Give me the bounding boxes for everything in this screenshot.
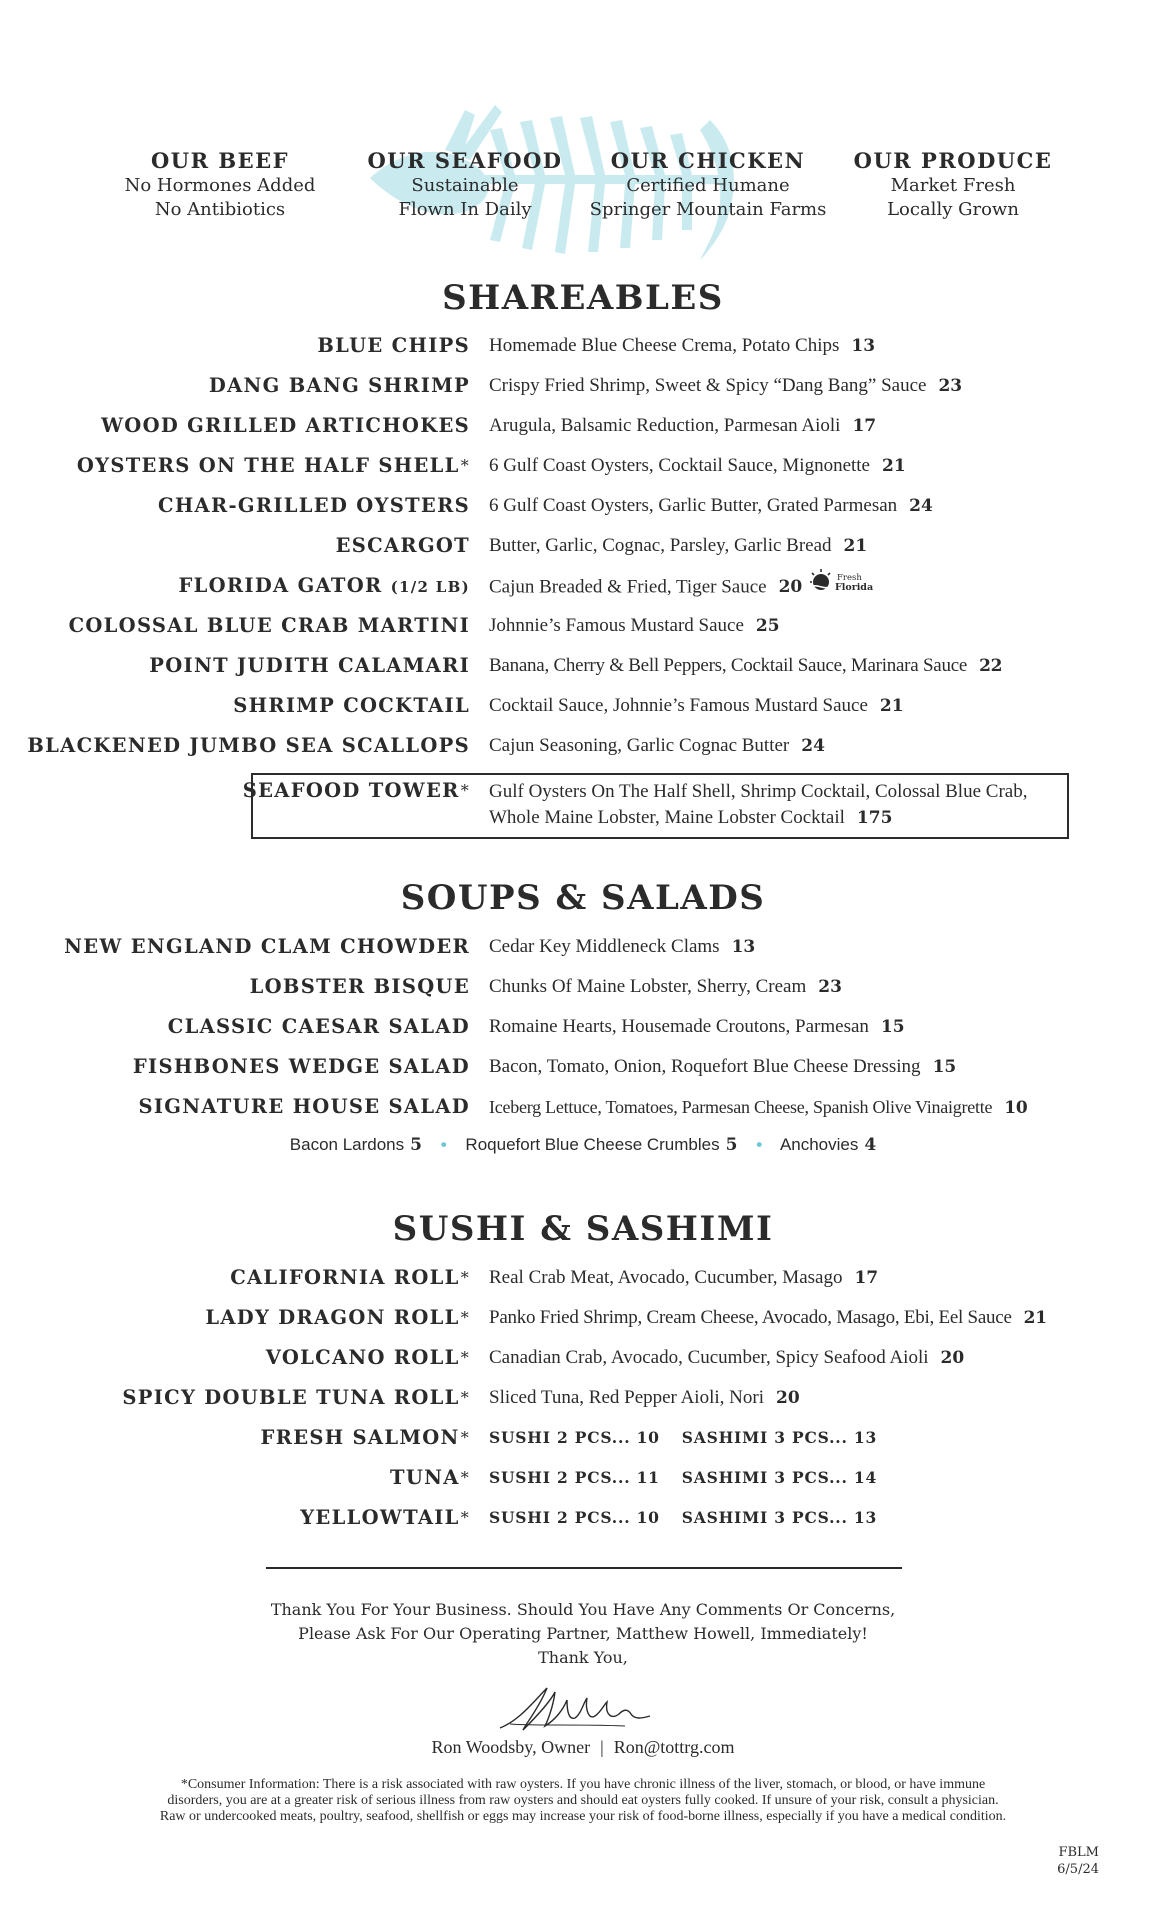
consumer-information [90,1777,1076,1825]
item-price: 21 [1023,1308,1047,1328]
pillar-line: No Antibiotics [154,199,286,220]
item-name: NEW ENGLAND CLAM CHOWDER [64,935,470,958]
item-desc: Iceberg Lettuce, Tomatoes, Parmesan Cheese, Spanish Olive Vinaigrette 10 [489,1097,1028,1118]
menu-item [0,649,1166,683]
raw-asterisk: * [460,1348,470,1367]
addon-separator: • [440,1135,447,1154]
item-price: 24 [801,736,825,756]
section-title-sushi-sashimi: SUSHI & SASHIMI [392,1209,774,1249]
pillar-beef [95,148,345,222]
owner-separator: | [600,1737,604,1757]
consumer-line: Raw or undercooked meats, poultry, seafood, shellfish or eggs may increase your risk of food-borne illness, especially if you have a medical condition. [159,1809,1007,1824]
item-name: OYSTERS ON THE HALF SHELL* [76,454,470,477]
pillar-line: Springer Mountain Farms [589,199,827,220]
menu-code-id: FBLM [1058,1845,1099,1860]
pillar-line: No Hormones Added [124,175,316,196]
pillar-line: Sustainable [411,175,519,196]
item-desc: Cajun Seasoning, Garlic Cognac Butter 24 [489,735,825,756]
item-name-seafood-tower: SEAFOOD TOWER* [242,779,470,802]
item-price: 25 [755,616,780,636]
menu-item [0,729,1166,763]
item-price: 10 [1004,1098,1028,1118]
item-qty: (1/2 LB) [390,578,470,596]
owner-signature [495,1680,655,1740]
sushi-option: SUSHI 2 PCS... 11 [489,1468,660,1487]
raw-asterisk: * [460,456,470,475]
menu-item [0,609,1166,643]
consumer-line: disorders, you are at a greater risk of serious illness from raw oysters and should eat oysters fully cooked. If unsure of your risk, consult a physician. [167,1793,999,1808]
item-name: LOBSTER BISQUE [249,975,470,998]
item-price: 15 [880,1017,905,1037]
raw-asterisk: * [460,1428,470,1447]
item-name: LADY DRAGON ROLL* [205,1306,470,1329]
item-desc: Cajun Breaded & Fried, Tiger Sauce 20 Fresh Florida. [489,569,874,607]
sushi-option: SUSHI 2 PCS... 10 [489,1508,660,1527]
item-price: 20 [778,577,803,598]
item-name: SIGNATURE HOUSE SALAD [138,1095,470,1118]
item-name: TUNA* [390,1466,470,1489]
item-desc: Johnnie’s Famous Mustard Sauce 25 [489,615,780,636]
menu-item [0,1381,1166,1415]
item-price: 17 [852,416,877,436]
pillar-chicken [583,148,833,222]
menu-item [0,329,1166,363]
item-desc: Chunks Of Maine Lobster, Sherry, Cream 23 [489,976,842,997]
addon: Bacon Lardons 5 [289,1135,422,1155]
item-price: 17 [854,1268,879,1288]
item-name: FRESH SALMON* [260,1426,470,1449]
pillar-line: Flown In Daily [398,199,532,220]
item-name: ESCARGOT [335,534,470,557]
item-desc [489,1421,899,1455]
raw-asterisk: * [460,1508,470,1527]
item-desc: Cocktail Sauce, Johnnie’s Famous Mustard Sauce 21 [489,695,904,716]
addon: Roquefort Blue Cheese Crumbles 5 [465,1135,738,1155]
menu-item [0,1010,1166,1044]
thanks-line: Thank You For Your Business. Should You Have Any Comments Or Concerns, [270,1600,896,1619]
quality-pillars [0,148,1166,228]
salad-addons [0,1130,1166,1160]
sashimi-option: SASHIMI 3 PCS... 13 [681,1428,878,1447]
item-price: 13 [731,937,756,957]
raw-asterisk: * [460,1308,470,1327]
owner-name: Ron Woodsby, Owner [431,1737,591,1757]
item-desc: Arugula, Balsamic Reduction, Parmesan Aioli 17 [489,415,877,436]
item-desc: Romaine Hearts, Housemade Croutons, Parmesan 15 [489,1016,905,1037]
menu-item [0,1090,1166,1124]
item-name: CLASSIC CAESAR SALAD [167,1015,470,1038]
raw-asterisk: * [460,781,470,800]
menu-item [0,449,1166,483]
item-name: COLOSSAL BLUE CRAB MARTINI [68,614,470,637]
pillar-title: OUR CHICKEN [610,148,806,173]
item-desc: Panko Fried Shrimp, Cream Cheese, Avocado, Masago, Ebi, Eel Sauce 21 [489,1307,1047,1328]
item-name: SPICY DOUBLE TUNA ROLL* [122,1386,470,1409]
item-price: 24 [909,496,933,516]
item-desc: Butter, Garlic, Cognac, Parsley, Garlic Bread 21 [489,535,868,556]
item-price: 23 [938,376,963,396]
thanks-line: Please Ask For Our Operating Partner, Matthew Howell, Immediately! [298,1624,868,1643]
item-price: 21 [843,536,868,556]
menu-item [0,409,1166,443]
owner-contact [0,1734,1166,1760]
menu-item [0,529,1166,563]
pillar-line: Locally Grown [887,199,1019,220]
item-name: DANG BANG SHRIMP [208,374,470,397]
item-desc-seafood-tower [489,779,1059,831]
fresh-logo-text: Fresh [837,573,863,583]
item-desc: Real Crab Meat, Avocado, Cucumber, Masago 17 [489,1267,879,1288]
item-name: VOLCANO ROLL* [265,1346,470,1369]
menu-item [0,1501,1166,1535]
pillar-title: OUR PRODUCE [853,148,1053,173]
menu-item [0,930,1166,964]
florida-logo-text: Florida. [835,582,875,593]
menu-item [0,1421,1166,1455]
addon: Anchovies 4 [779,1135,877,1155]
menu-item [0,1261,1166,1295]
menu-item [0,1461,1166,1495]
addon-separator: • [756,1135,763,1154]
sashimi-option: SASHIMI 3 PCS... 14 [681,1468,878,1487]
item-name: FISHBONES WEDGE SALAD [132,1055,470,1078]
item-desc: 6 Gulf Coast Oysters, Cocktail Sauce, Mignonette 21 [489,455,906,476]
item-name: YELLOWTAIL* [300,1506,470,1529]
item-desc: 6 Gulf Coast Oysters, Garlic Butter, Grated Parmesan 24 [489,495,933,516]
sushi-option: SUSHI 2 PCS... 10 [489,1428,660,1447]
item-name: POINT JUDITH CALAMARI [149,654,470,677]
item-name: BLACKENED JUMBO SEA SCALLOPS [27,734,470,757]
item-desc: Homemade Blue Cheese Crema, Potato Chips 13 [489,335,876,356]
item-price: 21 [879,696,904,716]
menu-item [0,970,1166,1004]
menu-item [0,1341,1166,1375]
item-price: 21 [882,456,906,476]
menu-item [0,369,1166,403]
consumer-line: *Consumer Information: There is a risk associated with raw oysters. If you have chronic illness of the liver, stomach, or blood, or have immune [180,1777,986,1792]
item-desc: Canadian Crab, Avocado, Cucumber, Spicy Seafood Aioli 20 [489,1347,965,1368]
menu-item [0,489,1166,523]
item-name: WOOD GRILLED ARTICHOKES [101,414,470,437]
menu-code [1057,1844,1099,1878]
thank-you-note [0,1598,1166,1670]
item-price: 20 [775,1388,800,1408]
menu-item [0,1301,1166,1335]
item-name: FLORIDA GATOR (1/2 LB) [178,574,470,597]
item-price: 22 [979,656,1003,676]
pillar-line: Market Fresh [890,175,1016,196]
section-title-shareables: SHAREABLES [442,278,724,318]
item-desc: Banana, Cherry & Bell Peppers, Cocktail Sauce, Marinara Sauce 22 [489,655,1003,676]
item-price: 23 [818,977,842,997]
divider [266,1567,902,1569]
raw-asterisk: * [460,1268,470,1287]
menu-item [0,689,1166,723]
item-desc [489,1461,899,1495]
owner-email: Ron@tottrg.com [613,1737,735,1757]
raw-asterisk: * [460,1468,470,1487]
menu-item [0,569,1166,603]
pillar-produce [828,148,1078,222]
sashimi-option: SASHIMI 3 PCS... 13 [681,1508,878,1527]
pillar-title: OUR BEEF [150,148,290,173]
item-price: 13 [851,336,876,356]
item-desc: Sliced Tuna, Red Pepper Aioli, Nori 20 [489,1387,800,1408]
pillar-line: Certified Humane [626,175,790,196]
menu-item [0,1050,1166,1084]
fresh-from-florida-logo [810,569,874,607]
item-desc: Crispy Fried Shrimp, Sweet & Spicy “Dang Bang” Sauce 23 [489,375,963,396]
menu-date: 6/5/24 [1057,1862,1099,1877]
item-price: 20 [940,1348,965,1368]
pillar-seafood [340,148,590,222]
tower-desc-line: Gulf Oysters On The Half Shell, Shrimp Cocktail, Colossal Blue Crab, [489,781,1028,802]
item-name: BLUE CHIPS [317,334,470,357]
item-price: 175 [856,808,893,828]
item-desc: Cedar Key Middleneck Clams 13 [489,936,756,957]
pillar-title: OUR SEAFOOD [367,148,563,173]
tower-desc-line: Whole Maine Lobster, Maine Lobster Cocktail 175 [489,807,893,828]
item-name: CALIFORNIA ROLL* [230,1266,470,1289]
thanks-line: Thank You, [538,1648,628,1667]
section-title-soups-salads: SOUPS & SALADS [400,878,766,918]
item-price: 15 [932,1057,957,1077]
item-name: CHAR-GRILLED OYSTERS [158,494,470,517]
item-desc: Bacon, Tomato, Onion, Roquefort Blue Cheese Dressing 15 [489,1056,957,1077]
raw-asterisk: * [460,1388,470,1407]
item-desc [489,1501,899,1535]
item-name: SHRIMP COCKTAIL [233,694,470,717]
